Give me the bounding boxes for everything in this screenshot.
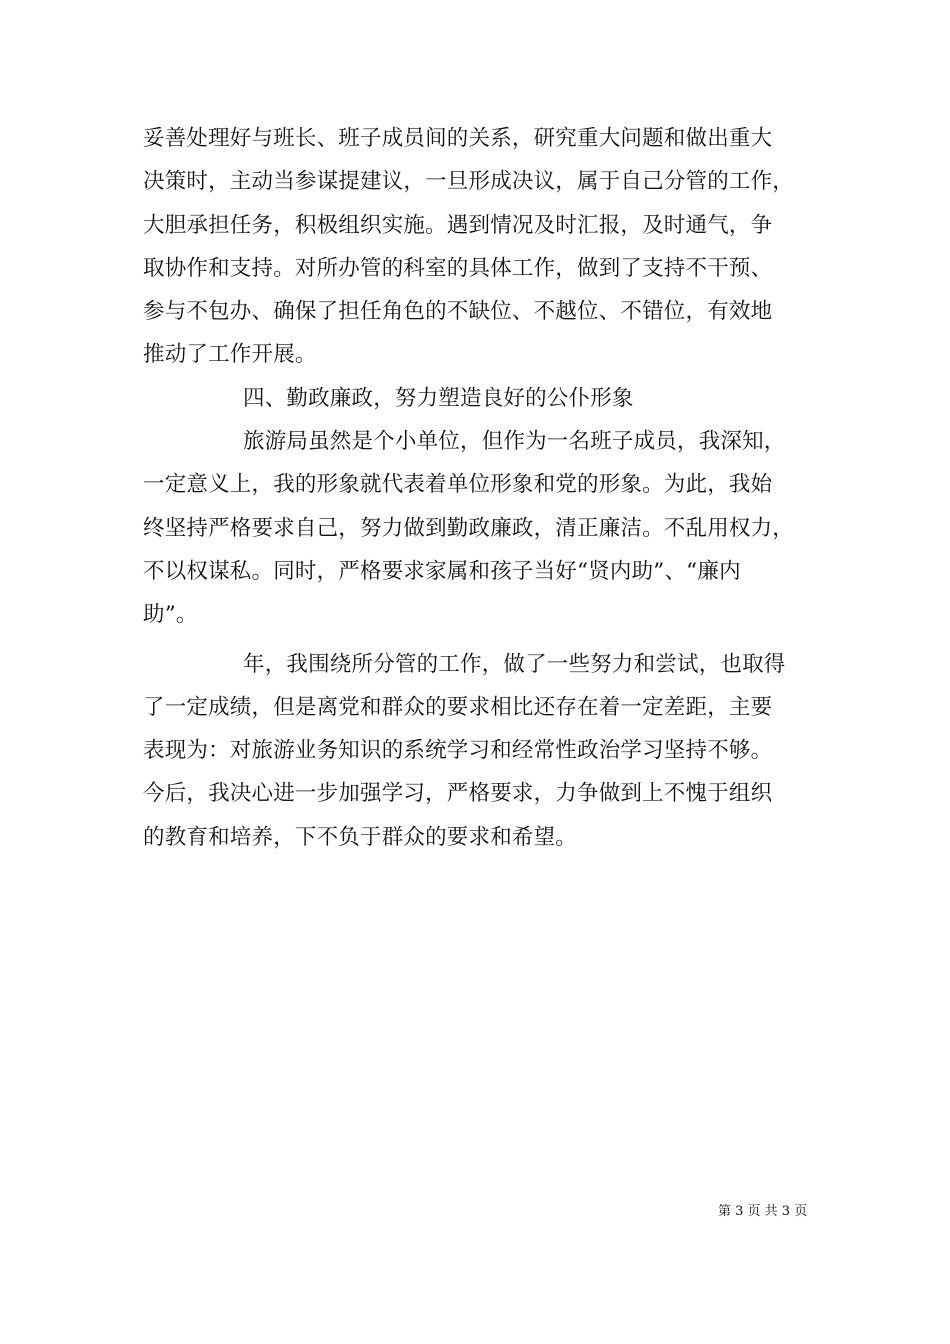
section-heading: 四、勤政廉政，努力塑造良好的公仆形象 xyxy=(243,385,634,411)
page-number-footer: 第 3 页 共 3 页 xyxy=(718,1204,808,1219)
text-line: 妥善处理好与班长、班子成员间的关系，研究重大问题和做出重大 xyxy=(143,126,773,151)
text-line: 旅游局虽然是个小单位，但作为一名班子成员，我深知， xyxy=(243,429,786,455)
text-line: 助”。 xyxy=(143,602,198,628)
text-line: 取协作和支持。对所办管的科室的具体工作，做到了支持不干预、 xyxy=(143,255,773,281)
text-line: 大胆承担任务，积极组织实施。遇到情况及时汇报，及时通气，争 xyxy=(143,212,773,238)
text-line: 参与不包办、确保了担任角色的不缺位、不越位、不错位，有效地 xyxy=(143,299,773,325)
text-line: 决策时，主动当参谋提建议，一旦形成决议，属于自己分管的工作， xyxy=(143,169,795,195)
text-line: 一定意义上，我的形象就代表着单位形象和党的形象。为此，我始 xyxy=(143,472,773,498)
text-line: 今后，我决心进一步加强学习，严格要求，力争做到上不愧于组织 xyxy=(143,781,773,807)
text-line: 推动了工作开展。 xyxy=(143,342,317,368)
text-line: 年，我围绕所分管的工作，做了一些努力和尝试，也取得 xyxy=(243,651,786,677)
text-line: 不以权谋私。同时，严格要求家属和孩子当好“贤内助”、“廉内 xyxy=(143,558,741,584)
text-line: 终坚持严格要求自己，努力做到勤政廉政，清正廉洁。不乱用权力， xyxy=(143,515,795,541)
text-line: 的教育和培养，下不负于群众的要求和希望。 xyxy=(143,824,578,850)
text-line: 了一定成绩，但是离党和群众的要求相比还存在着一定差距，主要 xyxy=(143,694,773,720)
document-body xyxy=(143,117,823,859)
text-line: 表现为：对旅游业务知识的系统学习和经常性政治学习坚持不够。 xyxy=(143,738,773,764)
